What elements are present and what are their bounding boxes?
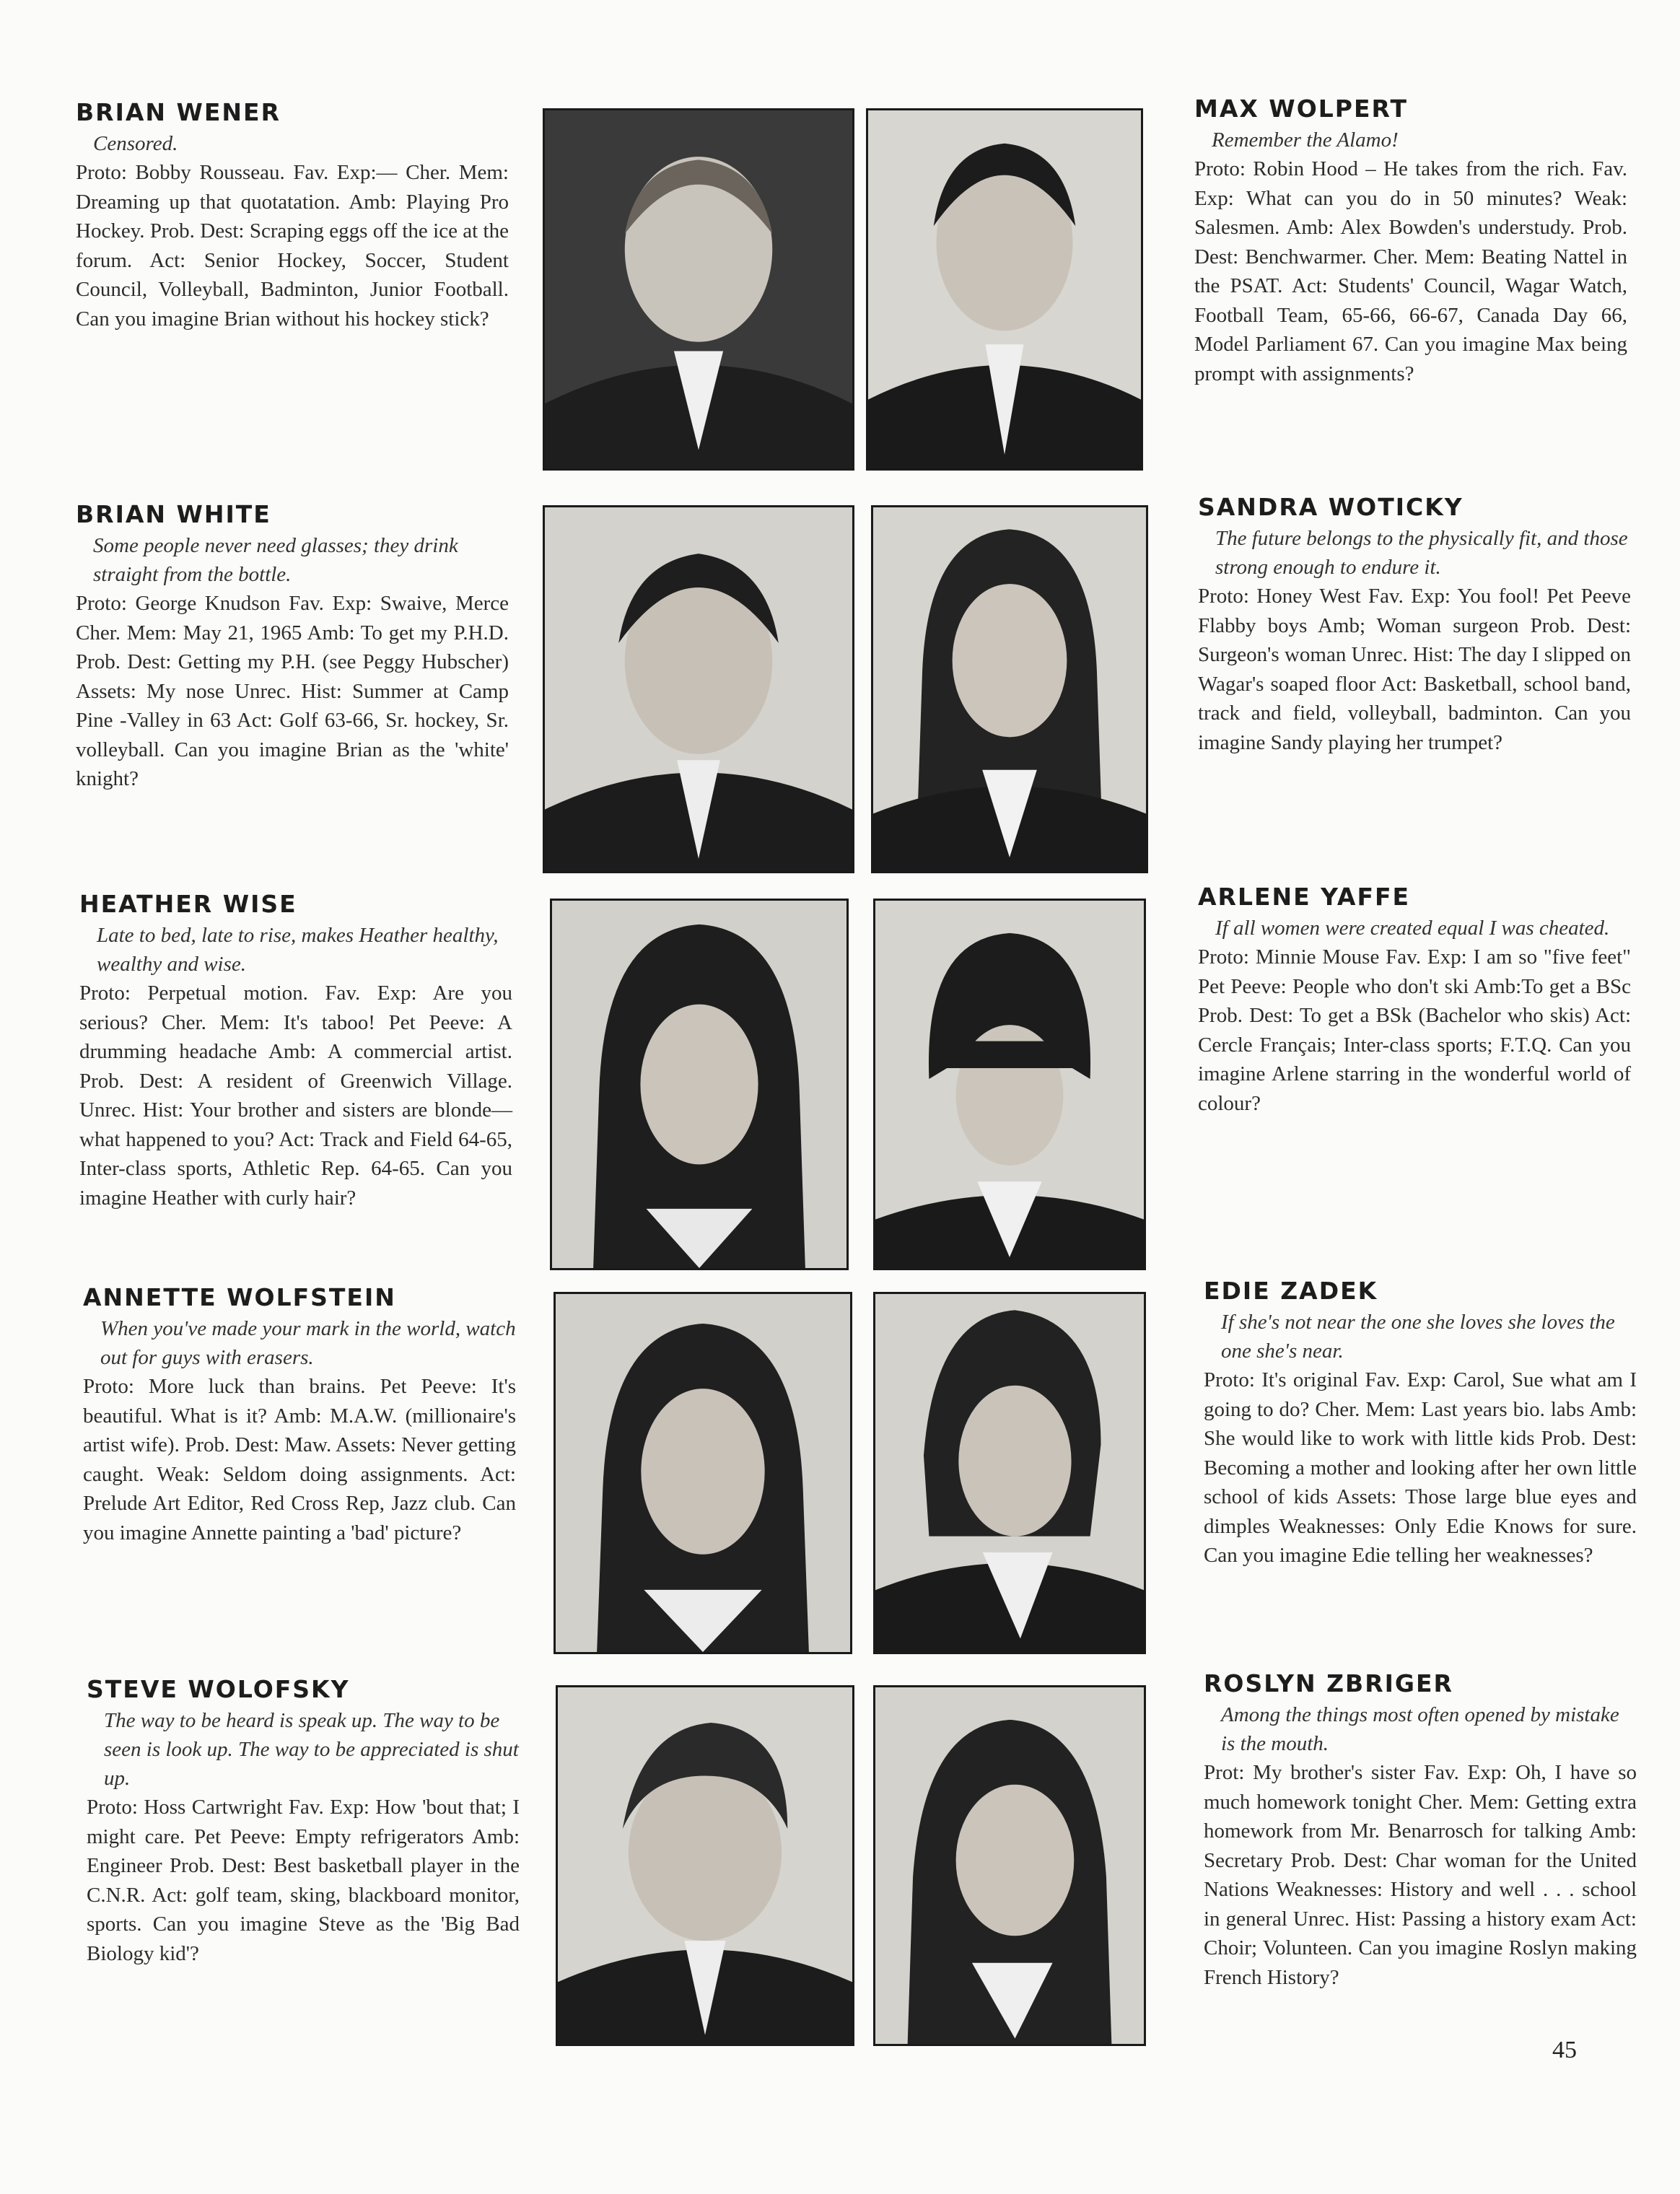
bio-edie-zadek bbox=[1204, 1276, 1637, 1570]
student-bio: Proto: It's original Fav. Exp: Carol, Sue what am I going to do? Cher. Mem: Last years bio. labs Amb: She would like to work with little kids Prob. Dest: Becoming a mother and looking after her own little school of kids Assets: Those large blue eyes and dimples Weaknesses: Only Edie Knows for sure. Can you imagine Edie telling her weaknesses? bbox=[1204, 1368, 1637, 1567]
student-bio: Proto: Bobby Rousseau. Fav. Exp:— Cher. Mem: Dreaming up that quotatation. Amb: Playing Pro Hockey. Prob. Dest: Scraping eggs off the ice at the forum. Act: Senior Hockey, Soccer, Student Council, Volleyball, Badminton, Junior Football. Can you imagine Brian without his hockey stick? bbox=[76, 161, 509, 331]
bio-max-wolpert bbox=[1194, 94, 1627, 388]
page-number: 45 bbox=[1552, 2037, 1577, 2063]
student-quote: Remember the Alamo! bbox=[1212, 128, 1399, 152]
student-portrait-brian-white bbox=[543, 505, 854, 873]
student-quote: Late to bed, late to rise, makes Heather healthy, wealthy and wise. bbox=[97, 924, 499, 976]
student-bio: Proto: More luck than brains. Pet Peeve: It's beautiful. What is it? Amb: M.A.W. (millionaire's artist wife). Prob. Dest: Maw. Assets: Never getting caught. Weak: Seldom doing assignments. Act: Prelude Art Editor, Red Cross Rep, Jazz club. Can you imagine Annette painting a 'bad' picture? bbox=[83, 1375, 516, 1544]
student-bio: Proto: George Knudson Fav. Exp: Swaive, Merce Cher. Mem: May 21, 1965 Amb: To get my P.H.D. Prob. Dest: Getting my P.H. (see Peggy Hubscher) Assets: My nose Unrec. Hist: Summer at Camp Pine -Valley in 63 Act: Golf 63-66, Sr. hockey, Sr. volleyball. Can you imagine Brian as the 'white' knight? bbox=[76, 592, 509, 790]
student-bio: Proto: Honey West Fav. Exp: You fool! Pet Peeve Flabby boys Amb; Woman surgeon Prob. Dest: Surgeon's woman Unrec. Hist: The day I slipped on Wagar's soaped floor Act: Basketball, school band, track and field, volleyball, badminton. Can you imagine Sandy playing her trumpet? bbox=[1198, 585, 1631, 754]
student-portrait-annette-wolfstein bbox=[554, 1292, 852, 1654]
student-portrait-steve-wolofsky bbox=[556, 1685, 854, 2046]
student-quote: The way to be heard is speak up. The way to be seen is look up. The way to be appreciated is shut up. bbox=[104, 1709, 519, 1790]
student-quote: Some people never need glasses; they drink straight from the bottle. bbox=[93, 534, 458, 586]
bio-arlene-yaffe bbox=[1198, 882, 1631, 1118]
student-name: STEVE WOLOFSKY bbox=[87, 1675, 350, 1703]
student-bio: Prot: My brother's sister Fav. Exp: Oh, I have so much homework tonight Cher. Mem: Getting extra homework from Mr. Benarrosch for talking Amb: Secretary Prob. Dest: Char woman for the United Nations Weaknesses: History and well . . . school in general Unrec. Hist: Passing a history exam Act: Choir; Volunteen. Can you imagine Roslyn making French History? bbox=[1204, 1761, 1637, 1989]
student-name: SANDRA WOTICKY bbox=[1198, 493, 1464, 521]
student-quote: When you've made your mark in the world, watch out for guys with erasers. bbox=[100, 1317, 516, 1369]
bio-sandra-woticky bbox=[1198, 492, 1631, 757]
bio-heather-wise bbox=[79, 889, 512, 1212]
student-name: BRIAN WHITE bbox=[76, 500, 271, 528]
student-name: ARLENE YAFFE bbox=[1198, 883, 1411, 911]
student-name: ROSLYN ZBRIGER bbox=[1204, 1669, 1453, 1697]
student-quote: The future belongs to the physically fit, and those strong enough to endure it. bbox=[1215, 527, 1628, 579]
student-portrait-heather-wise bbox=[550, 899, 849, 1270]
student-name: MAX WOLPERT bbox=[1194, 95, 1408, 123]
bio-steve-wolofsky bbox=[87, 1674, 520, 1968]
student-portrait-brian-wener bbox=[543, 108, 854, 471]
student-name: BRIAN WENER bbox=[76, 98, 281, 126]
student-quote: Among the things most often opened by mistake is the mouth. bbox=[1221, 1703, 1619, 1755]
student-quote: Censored. bbox=[93, 132, 178, 155]
student-portrait-edie-zadek bbox=[873, 1292, 1146, 1654]
student-portrait-max-wolpert bbox=[866, 108, 1143, 471]
bio-roslyn-zbriger bbox=[1204, 1669, 1637, 1992]
student-bio: Proto: Perpetual motion. Fav. Exp: Are you serious? Cher. Mem: It's taboo! Pet Peeve: A drumming headache Amb: A commercial artist. Prob. Dest: A resident of Greenwich Village. Unrec. Hist: Your brother and sisters are blonde—what happened to you? Act: Track and Field 64-65, Inter-class sports, Athletic Rep. 64-65. Can you imagine Heather with curly hair? bbox=[79, 982, 512, 1210]
student-name: EDIE ZADEK bbox=[1204, 1277, 1378, 1305]
student-bio: Proto: Hoss Cartwright Fav. Exp: How 'bout that; I might care. Pet Peeve: Empty refrigerators Amb: Engineer Prob. Dest: Best basketball player in the C.N.R. Act: golf team, sking, blackboard monitor, sports. Can you imagine Steve as the 'Big Bad Biology kid'? bbox=[87, 1796, 520, 1965]
student-portrait-sandra-woticky bbox=[871, 505, 1148, 873]
bio-annette-wolfstein bbox=[83, 1282, 516, 1547]
student-name: HEATHER WISE bbox=[79, 890, 297, 918]
bio-brian-wener bbox=[76, 97, 509, 333]
student-portrait-roslyn-zbriger bbox=[873, 1685, 1146, 2046]
student-quote: If all women were created equal I was cheated. bbox=[1215, 917, 1610, 940]
bio-brian-white bbox=[76, 499, 509, 794]
student-name: ANNETTE WOLFSTEIN bbox=[83, 1283, 396, 1311]
student-portrait-arlene-yaffe bbox=[873, 899, 1146, 1270]
student-bio: Proto: Minnie Mouse Fav. Exp: I am so "five feet" Pet Peeve: People who don't ski Amb:To get a BSc Prob. Dest: To get a BSk (Bachelor who skis) Act: Cercle Français; Inter-class sports; F.T.Q. Can you imagine Arlene starring in the wonderful world of colour? bbox=[1198, 945, 1631, 1115]
student-bio: Proto: Robin Hood – He takes from the rich. Fav. Exp: What can you do in 50 minutes? Weak: Salesmen. Amb: Alex Bowden's understudy. Prob. Dest: Benchwarmer. Cher. Mem: Beating Nattel in the PSAT. Act: Students' Council, Wagar Watch, Football Team, 65-66, 66-67, Canada Day 66, Model Parliament 67. Can you imagine Max being prompt with assignments? bbox=[1194, 157, 1627, 385]
student-quote: If she's not near the one she loves she loves the one she's near. bbox=[1221, 1311, 1615, 1363]
